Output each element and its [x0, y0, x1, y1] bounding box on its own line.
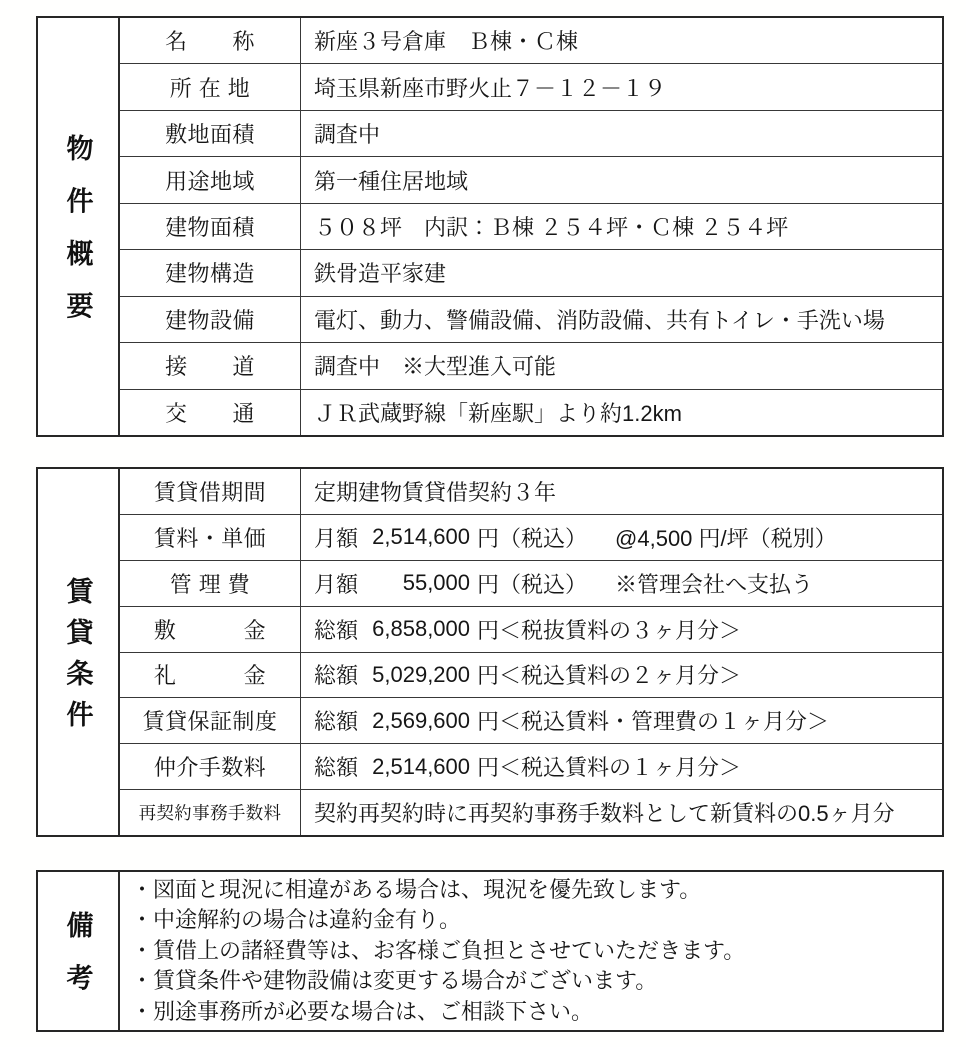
remarks-table	[36, 870, 944, 1032]
row-value	[301, 561, 942, 606]
amount-suffix: 円＜税込賃料の１ヶ月分＞	[477, 755, 742, 781]
row-label: 仲介手数料	[120, 744, 301, 789]
table-row	[120, 789, 942, 835]
overview-rows	[120, 18, 942, 435]
row-label: 名 称	[120, 18, 301, 63]
row-label: 賃貸借期間	[120, 469, 301, 514]
table-row	[120, 249, 942, 295]
row-value: 鉄骨造平家建	[314, 261, 447, 287]
row-value: 調査中	[314, 122, 381, 148]
row-label: 所 在 地	[120, 64, 301, 109]
row-value: 契約再契約時に再契約事務手数料として新賃料の0.5ヶ月分	[314, 801, 895, 827]
row-value: 埼玉県新座市野火止７－１２－１９	[314, 75, 667, 101]
table-row	[120, 560, 942, 606]
table-row	[120, 342, 942, 388]
amount-prefix: 月額	[314, 525, 359, 551]
amount-value: 5,029,200	[372, 661, 471, 687]
row-label: 敷地面積	[120, 111, 301, 156]
remarks-body	[120, 872, 942, 1030]
amount-value: 55,000	[402, 570, 471, 596]
row-label: 接 道	[120, 343, 301, 388]
table-row	[120, 514, 942, 560]
overview-header-cell	[38, 18, 120, 435]
lease-conditions-table	[36, 467, 944, 837]
remark-item: ・中途解約の場合は違約金有り。	[131, 907, 462, 933]
table-row	[120, 743, 942, 789]
row-value	[301, 515, 942, 560]
table-row	[120, 110, 942, 156]
amount-suffix: 円（税込）	[477, 525, 588, 551]
amount-value: 6,858,000	[372, 616, 471, 642]
amount-note: @4,500 円/坪（税別）	[615, 525, 837, 551]
row-label: 建物面積	[120, 204, 301, 249]
row-value: 第一種住居地域	[314, 168, 469, 194]
row-label: 敷 金	[120, 607, 301, 652]
table-row	[120, 18, 942, 63]
lease-rows	[120, 469, 942, 835]
amount-suffix: 円＜税込賃料・管理費の１ヶ月分＞	[477, 709, 830, 735]
row-value	[301, 698, 942, 743]
property-overview-table	[36, 16, 944, 437]
remark-item: ・図面と現況に相違がある場合は、現況を優先致します。	[131, 876, 702, 902]
row-label: 賃料・単価	[120, 515, 301, 560]
amount-value: 2,514,600	[372, 524, 471, 550]
table-row	[120, 606, 942, 652]
amount-suffix: 円（税込）	[477, 571, 588, 597]
amount-prefix: 月額	[314, 571, 359, 597]
remark-item: ・賃借上の諸経費等は、お客様ご負担とさせていただきます。	[131, 937, 746, 963]
amount-suffix: 円＜税抜賃料の３ヶ月分＞	[477, 617, 742, 643]
row-label: 賃貸保証制度	[120, 698, 301, 743]
amount-value: 2,514,600	[372, 753, 471, 779]
amount-prefix: 総額	[314, 755, 359, 781]
table-row	[120, 697, 942, 743]
remarks-header-cell	[38, 872, 120, 1030]
table-row	[120, 156, 942, 202]
row-value: 定期建物賃貸借契約３年	[314, 479, 557, 505]
row-value	[301, 607, 942, 652]
row-value: ＪＲ武蔵野線「新座駅」より約1.2km	[314, 400, 682, 426]
remarks-header: 備考	[62, 911, 93, 1017]
row-label: 交 通	[120, 390, 301, 435]
table-row	[120, 652, 942, 698]
row-label: 再契約事務手数料	[120, 790, 301, 835]
row-label: 管 理 費	[120, 561, 301, 606]
row-label: 建物設備	[120, 297, 301, 342]
amount-prefix: 総額	[314, 617, 359, 643]
row-label: 礼 金	[120, 653, 301, 698]
table-row	[120, 469, 942, 514]
table-row	[120, 389, 942, 435]
remark-item: ・別途事務所が必要な場合は、ご相談下さい。	[131, 998, 594, 1024]
row-value: 電灯、動力、警備設備、消防設備、共有トイレ・手洗い場	[314, 307, 885, 333]
lease-header-cell	[38, 469, 120, 835]
amount-prefix: 総額	[314, 709, 359, 735]
amount-value: 2,569,600	[372, 707, 471, 733]
table-row	[120, 63, 942, 109]
row-value	[301, 653, 942, 698]
row-label: 用途地域	[120, 157, 301, 202]
row-value: 新座３号倉庫 Ｂ棟・Ｃ棟	[314, 29, 579, 55]
row-label: 建物構造	[120, 250, 301, 295]
remark-item: ・賃貸条件や建物設備は変更する場合がございます。	[131, 968, 658, 994]
table-row	[120, 203, 942, 249]
amount-suffix: 円＜税込賃料の２ヶ月分＞	[477, 663, 742, 689]
row-value: 調査中 ※大型進入可能	[314, 354, 557, 380]
lease-header: 賃貸条件	[62, 576, 93, 742]
row-value: ５０８坪 内訳：Ｂ棟 ２５４坪・Ｃ棟 ２５４坪	[314, 214, 789, 240]
row-value	[301, 744, 942, 789]
overview-header: 物件概要	[62, 134, 93, 345]
amount-prefix: 総額	[314, 663, 359, 689]
amount-note: ※管理会社へ支払う	[615, 571, 814, 597]
table-row	[120, 296, 942, 342]
